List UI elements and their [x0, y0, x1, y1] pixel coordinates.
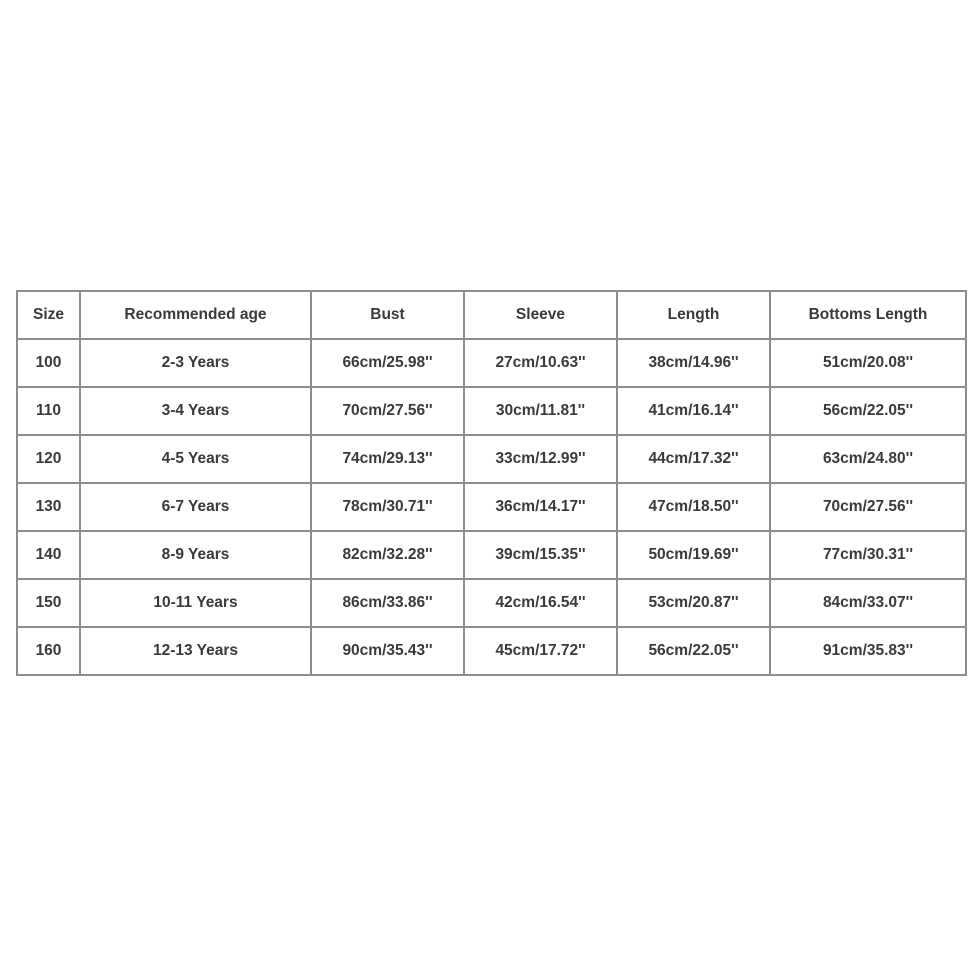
cell-bust: 74cm/29.13''	[311, 435, 464, 483]
cell-bust: 70cm/27.56''	[311, 387, 464, 435]
cell-length: 56cm/22.05''	[617, 627, 770, 675]
cell-length: 38cm/14.96''	[617, 339, 770, 387]
cell-length: 47cm/18.50''	[617, 483, 770, 531]
cell-recommended-age: 10-11 Years	[80, 579, 311, 627]
cell-recommended-age: 4-5 Years	[80, 435, 311, 483]
cell-length: 41cm/16.14''	[617, 387, 770, 435]
cell-recommended-age: 6-7 Years	[80, 483, 311, 531]
table-row	[17, 435, 966, 483]
cell-size: 140	[17, 531, 80, 579]
cell-length: 44cm/17.32''	[617, 435, 770, 483]
cell-sleeve: 39cm/15.35''	[464, 531, 617, 579]
cell-bottoms-length: 56cm/22.05''	[770, 387, 966, 435]
cell-bottoms-length: 63cm/24.80''	[770, 435, 966, 483]
header-sleeve: Sleeve	[464, 291, 617, 339]
cell-size: 120	[17, 435, 80, 483]
cell-size: 150	[17, 579, 80, 627]
cell-length: 53cm/20.87''	[617, 579, 770, 627]
cell-bottoms-length: 51cm/20.08''	[770, 339, 966, 387]
cell-bottoms-length: 70cm/27.56''	[770, 483, 966, 531]
cell-size: 130	[17, 483, 80, 531]
cell-sleeve: 27cm/10.63''	[464, 339, 617, 387]
cell-recommended-age: 12-13 Years	[80, 627, 311, 675]
cell-bust: 90cm/35.43''	[311, 627, 464, 675]
cell-sleeve: 45cm/17.72''	[464, 627, 617, 675]
cell-sleeve: 33cm/12.99''	[464, 435, 617, 483]
cell-bottoms-length: 77cm/30.31''	[770, 531, 966, 579]
table-header-row	[17, 291, 966, 339]
header-bust: Bust	[311, 291, 464, 339]
table-row	[17, 531, 966, 579]
cell-recommended-age: 8-9 Years	[80, 531, 311, 579]
header-length: Length	[617, 291, 770, 339]
cell-sleeve: 42cm/16.54''	[464, 579, 617, 627]
cell-bust: 82cm/32.28''	[311, 531, 464, 579]
cell-size: 100	[17, 339, 80, 387]
table-row	[17, 627, 966, 675]
cell-bust: 66cm/25.98''	[311, 339, 464, 387]
header-bottoms-length: Bottoms Length	[770, 291, 966, 339]
cell-size: 110	[17, 387, 80, 435]
header-size: Size	[17, 291, 80, 339]
table-row	[17, 387, 966, 435]
cell-sleeve: 30cm/11.81''	[464, 387, 617, 435]
cell-bust: 86cm/33.86''	[311, 579, 464, 627]
table-row	[17, 579, 966, 627]
cell-bottoms-length: 91cm/35.83''	[770, 627, 966, 675]
cell-length: 50cm/19.69''	[617, 531, 770, 579]
cell-recommended-age: 2-3 Years	[80, 339, 311, 387]
cell-recommended-age: 3-4 Years	[80, 387, 311, 435]
table-row	[17, 339, 966, 387]
table-row	[17, 483, 966, 531]
size-chart-table	[16, 290, 967, 676]
cell-bottoms-length: 84cm/33.07''	[770, 579, 966, 627]
cell-sleeve: 36cm/14.17''	[464, 483, 617, 531]
header-recommended-age: Recommended age	[80, 291, 311, 339]
cell-bust: 78cm/30.71''	[311, 483, 464, 531]
cell-size: 160	[17, 627, 80, 675]
